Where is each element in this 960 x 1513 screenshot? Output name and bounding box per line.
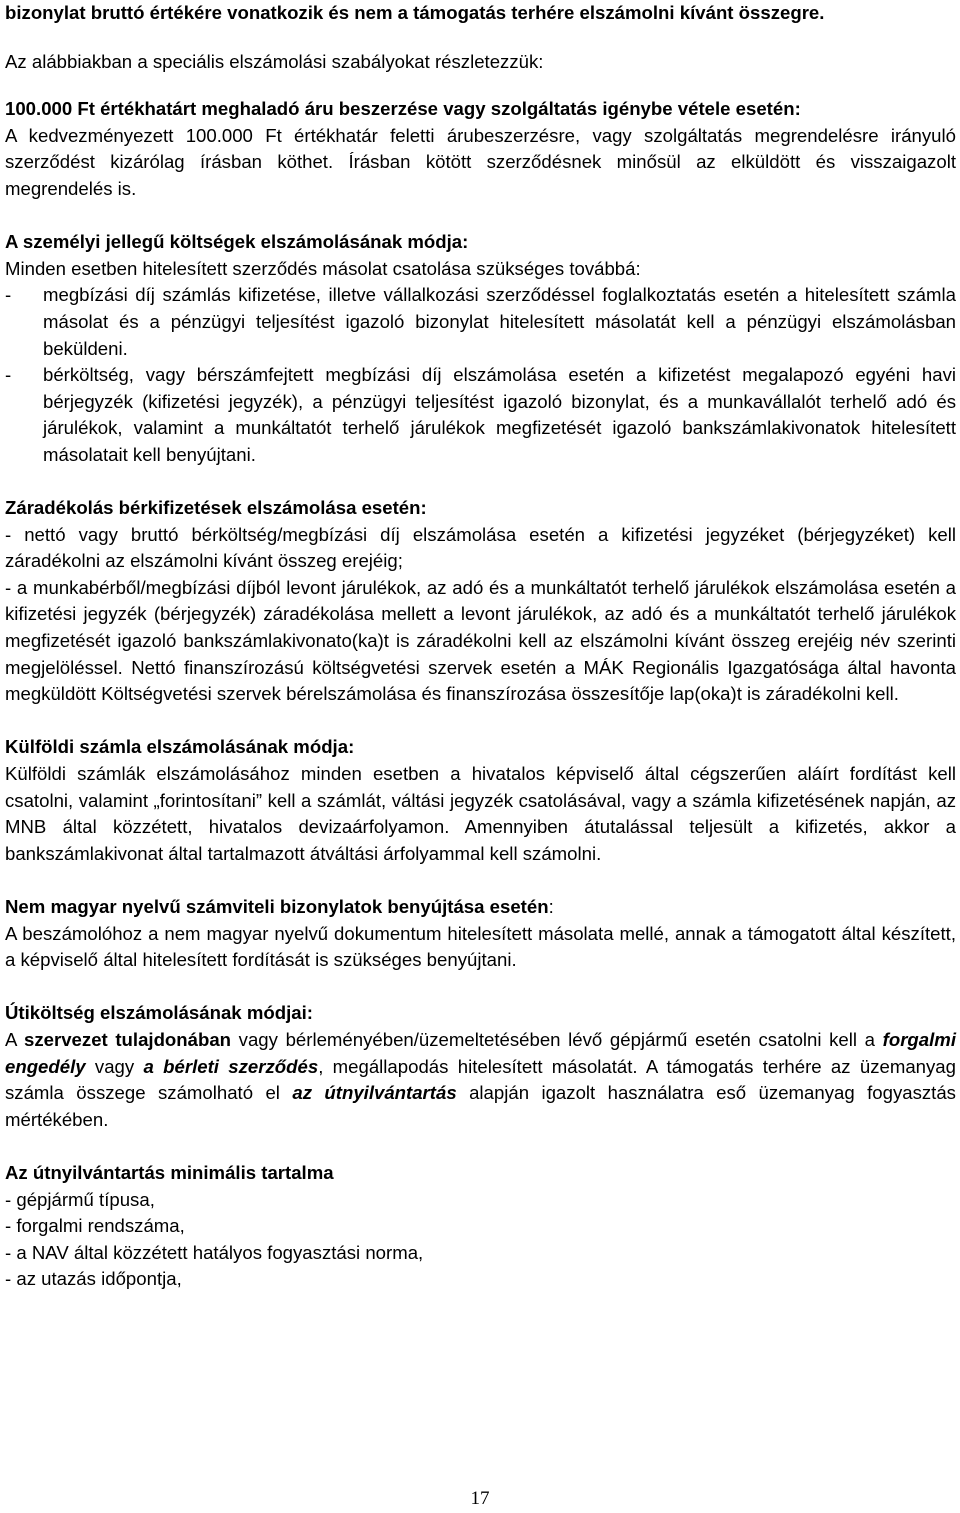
list-dash: - xyxy=(5,364,12,386)
list-item: - a NAV által közzétett hatályos fogyasztási norma, xyxy=(5,1241,424,1263)
section-heading-value-threshold: 100.000 Ft értékhatárt meghaladó áru beszerzése vagy szolgáltatás igénybe vétele esetén: xyxy=(5,98,801,120)
intro-text: Az alábbiakban a speciális elszámolási szabályokat részletezzük: xyxy=(5,50,544,72)
page-number: 17 xyxy=(470,1488,490,1509)
text-run: A xyxy=(5,1028,24,1050)
heading-colon: : xyxy=(548,896,554,917)
section-text-value-threshold: A kedvezményezett 100.000 Ft értékhatár feletti árubeszerzésre, vagy szolgáltatás megrendelésre irányuló szerződést kizárólag írásban köthet. Írásban kötött szerződésnek minősül az elküldött és visszaigazolt megrendelés is. xyxy=(5,124,956,199)
section-heading-foreign-invoice: Külföldi számla elszámolásának módja: xyxy=(5,736,355,758)
section-text-wage-endorsement-2: - a munkabérből/megbízási díjból levont járulékok, az adó és a munkáltatót terhelő járulékok elszámolása esetén a kifizetési jegyzék (bérjegyzék) záradékolása mellett a levont járulékok, az adó és a munkáltatót terhelő járulékok megfizetését igazoló bankszámlakivonato(ka)t is záradékolni kell az elszámolni kívánt összeg erejéig név szerinti megjelöléssel. Nettó finanszírozású költségvetési szervek esetén a MÁK Regionális Igazgatósága által havonta megküldött Költségvetési szervek bérelszámolása és finanszírozása összesítője lap(oka)t is záradékolni kell. xyxy=(5,576,956,705)
text-run: alapján igazolt használatra eső üzemanyag fogyasztás mértékében. xyxy=(5,1082,956,1130)
section-heading-travel-costs: Útiköltség elszámolásának módjai: xyxy=(5,1002,313,1024)
section-heading-personal-costs: A személyi jellegű költségek elszámolásának módja: xyxy=(5,231,469,253)
section-text-foreign-invoice: Külföldi számlák elszámolásához minden esetben a hivatalos képviselő által cégszerűen aláírt fordítást kell csatolni, valamint „forintosítani” kell a számlát, váltási jegyzék csatolásával, vagy a számla kifizetésének napján, az MNB által közzétett, hivatalos devizaárfolyamon. Amennyiben átutalással teljesült a kifizetés, akkor a bankszámlakivonat által tartalmazott átváltási árfolyammal kell számolni. xyxy=(5,763,956,864)
section-heading-foreign-language xyxy=(5,894,956,921)
section-text-wage-endorsement-1: - nettó vagy bruttó bérköltség/megbízási díj elszámolása esetén a kifizetési jegyzéket (bérjegyzéket) kell záradékolni az elszámolni kívánt összeg erejéig; xyxy=(5,523,956,572)
section-text-foreign-language: A beszámolóhoz a nem magyar nyelvű dokumentum hitelesített másolata mellé, annak a támogatott által készített, a képviselő által hitelesített fordítását is szükséges benyújtani. xyxy=(5,922,956,971)
section-text-travel-costs xyxy=(5,1027,956,1133)
list-item xyxy=(5,282,956,362)
list-item: - az utazás időpontja, xyxy=(5,1268,182,1290)
text-run: , megállapodás hitelesített másolatát. A támogatás terhére az üzemanyag számla összege számolható el xyxy=(5,1055,956,1104)
list-item: - forgalmi rendszáma, xyxy=(5,1215,185,1237)
section-text-personal-costs: Minden esetben hitelesített szerződés másolat csatolása szükséges továbbá: xyxy=(5,257,641,279)
carryover-text: bizonylat bruttó értékére vonatkozik és nem a támogatás terhére elszámolni kívánt összegre. xyxy=(5,2,825,23)
text-run-bold-italic: a bérleti szerződés xyxy=(143,1055,319,1077)
document-page xyxy=(5,0,956,1293)
text-run: vagy xyxy=(85,1055,144,1077)
heading-text: Nem magyar nyelvű számviteli bizonylatok benyújtása esetén xyxy=(5,896,549,917)
section-heading-logbook: Az útnyilvántartás minimális tartalma xyxy=(5,1161,334,1183)
list-item-text: bérköltség, vagy bérszámfejtett megbízási díj elszámolása esetén a kifizetést megalapozó egyéni havi bérjegyzék (kifizetési jegyzék), a pénzügyi teljesítést igazoló bizonylat, és a munkavállalót terhelő adó és járulékok, valamint a munkáltatót terhelő járulékok megfizetését igazoló bankszámlakivonatok hitelesített másolatait kell benyújtani. xyxy=(43,364,956,465)
list-item: - gépjármű típusa, xyxy=(5,1188,155,1210)
section-heading-wage-endorsement: Záradékolás bérkifizetések elszámolása esetén: xyxy=(5,497,427,519)
text-run-bold-italic: forgalmi engedély xyxy=(5,1028,956,1077)
list-item xyxy=(5,362,956,468)
text-run-bold-italic: az útnyilvántartás xyxy=(292,1082,457,1104)
text-run-bold: szervezet tulajdonában xyxy=(24,1028,232,1050)
text-run: vagy bérleményében/üzemeltetésében lévő gépjármű esetén csatolni kell a xyxy=(231,1028,883,1050)
list-dash: - xyxy=(5,284,12,306)
list-item-text: megbízási díj számlás kifizetése, illetve vállalkozási szerződéssel foglalkoztatás esetén a hitelesített számla másolat és a pénzügyi teljesítést igazoló bizonylat hitelesített másolatát kell a pénzügyi elszámolásban beküldeni. xyxy=(43,284,956,359)
